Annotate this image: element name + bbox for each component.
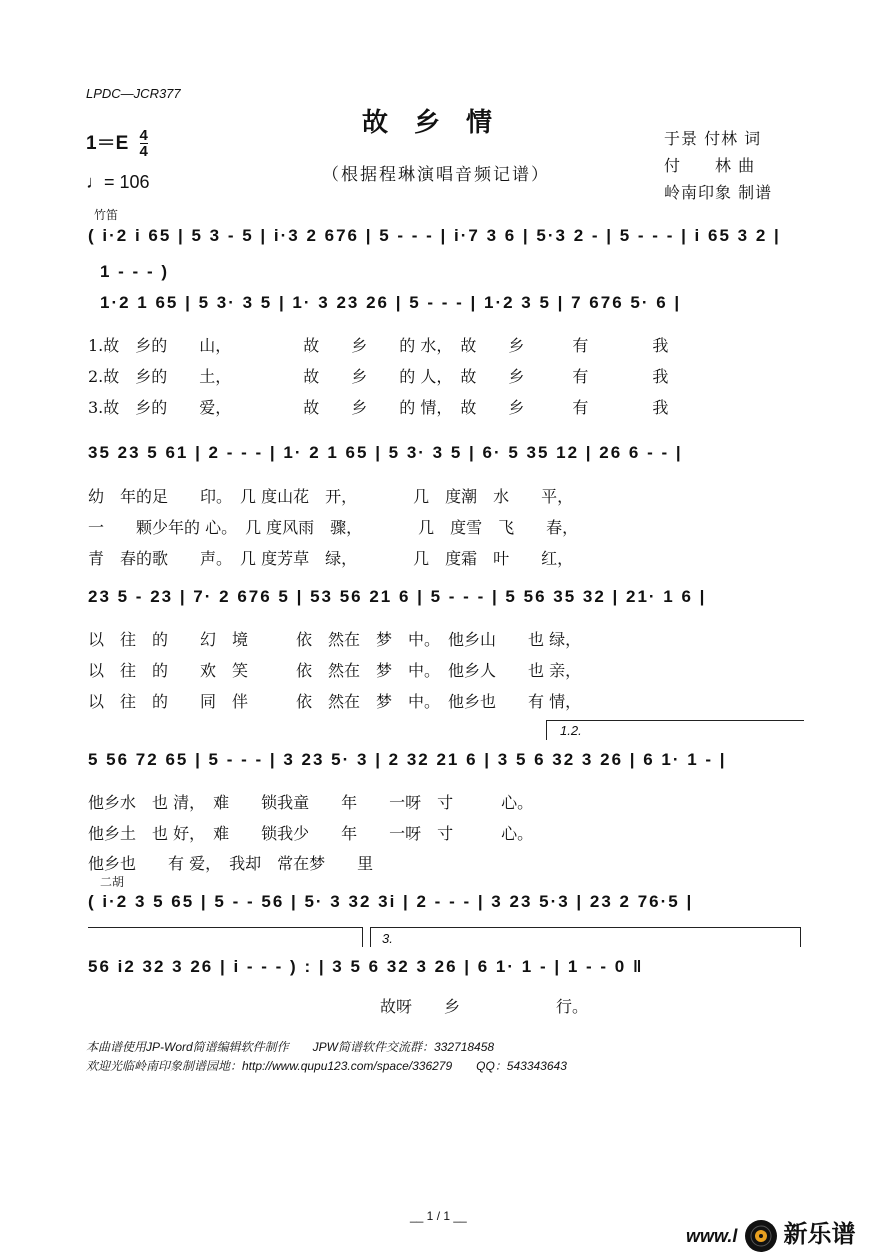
footer-software-note: 本曲谱使用JP-Word简谱编辑软件制作 JPW简谱软件交流群：332718458 [86,1040,495,1054]
page-number: __ 1 / 1 __ [410,1209,467,1223]
vinyl-record-icon [744,1219,778,1257]
credit-lyricist: 于景 付林 词 [664,129,762,148]
time-signature [140,128,148,159]
lyric-v1-line2: 幼 年的足 印。 几 度山花 开， 几 度潮 水 平， [88,487,574,506]
lyric-v3-line3: 以 往 的 同 伴 依 然在 梦 中。 他乡也 有 情， [88,692,582,711]
lyric-v1-line4: 他乡水 也 清， 难 锁我童 年 一呀 寸 心。 [88,793,534,812]
lyric-v3-line4: 他乡也 有 爱， 我却 常在梦 里 [88,854,374,873]
time-bottom: 4 [139,143,148,161]
score-code: LPDC—JCR377 [86,86,181,101]
score-line-2: 1·2 1 65 | 5 3· 3 5 | 1· 3 23 26 | 5 - - - | 1·2 3 5 | 7 676 5· 6 | [100,293,682,312]
volta3-bracket-right [800,927,801,947]
score-line-7: 56 i2 32 3 26 | i - - - ) : | 3 5 6 32 3 26 | 6 1· 1 - | 1 - - 0 ‖ [88,957,644,976]
volta-label-3: 3. [382,931,393,946]
lyric-v1-line1: 1.故 乡的 山， 故 乡 的 水， 故 乡 有 我 [88,336,669,355]
credit-arranger: 岭南印象 制谱 [664,183,773,202]
credit-composer: 付 林 曲 [664,156,756,175]
lyric-v2-line4: 他乡土 也 好， 难 锁我少 年 一呀 寸 心。 [88,824,534,843]
instrument-flute: 竹笛 [94,208,119,222]
repeat-bracket-top [88,927,362,928]
key-label: 1＝E [86,133,129,154]
quarter-note-icon: ♩ [86,172,104,192]
lyric-v1-line3: 以 往 的 幻 境 依 然在 梦 中。 他乡山 也 绿， [88,630,582,649]
lyric-v3-line1: 3.故 乡的 爱， 故 乡 的 情， 故 乡 有 我 [88,398,669,417]
lyric-v2-line3: 以 往 的 欢 笑 依 然在 梦 中。 他乡人 也 亲， [88,661,582,680]
page-title: 故乡情 [362,108,519,138]
score-line-3: 35 23 5 61 | 2 - - - | 1· 2 1 65 | 5 3· 3 5 | 6· 5 35 12 | 26 6 - - | [88,443,683,462]
volta3-bracket-left [370,927,371,947]
logo-text: 新乐谱 [783,1220,856,1248]
volta3-bracket-top [370,927,800,928]
score-line-1b: 1 - - - ) [100,262,169,281]
score-line-1: ( i·2 i 65 | 5 3 - 5 | i·3 2 676 | 5 - - - | i·7 3 6 | 5·3 2 - | 5 - - - | i 65 3 2 | [88,226,781,245]
tempo-value: = 106 [104,172,150,192]
volta-bracket-left [546,720,547,740]
score-line-6: ( i·2 3 5 65 | 5 - - 56 | 5· 3 32 3i | 2 - - - | 3 23 5·3 | 23 2 76·5 | [88,892,694,911]
lyric-v2-line1: 2.故 乡的 土， 故 乡 的 人， 故 乡 有 我 [88,367,669,386]
score-line-5: 5 56 72 65 | 5 - - - | 3 23 5· 3 | 2 32 21 6 | 3 5 6 32 3 26 | 6 1· 1 - | [88,750,727,769]
tempo-marking [86,172,150,193]
page-subtitle: （根据程琳演唱音频记谱） [322,165,550,185]
lyric-ending: 故呀 乡 行。 [380,997,589,1016]
volta-bracket-top [546,720,804,721]
logo-url: www.l [686,1226,738,1246]
footer-website-note: 欢迎光临岭南印象制谱园地：http://www.qupu123.com/space/336279 QQ：543343643 [86,1059,567,1073]
lyric-v2-line2: 一 颗少年的 心。 几 度风雨 骤， 几 度雪 飞 春， [88,518,579,537]
volta-label-1-2: 1.2. [560,723,582,738]
site-logo[interactable] [686,1214,856,1257]
credits [664,125,772,206]
lyric-v3-line2: 青 春的歌 声。 几 度芳草 绿， 几 度霜 叶 红， [88,549,574,568]
key-signature [86,128,148,159]
time-top: 4 [139,127,148,145]
score-line-4: 23 5 - 23 | 7· 2 676 5 | 53 56 21 6 | 5 - - - | 5 56 35 32 | 21· 1 6 | [88,587,707,606]
instrument-erhu: 二胡 [100,875,125,889]
repeat-bracket-right [362,927,363,947]
